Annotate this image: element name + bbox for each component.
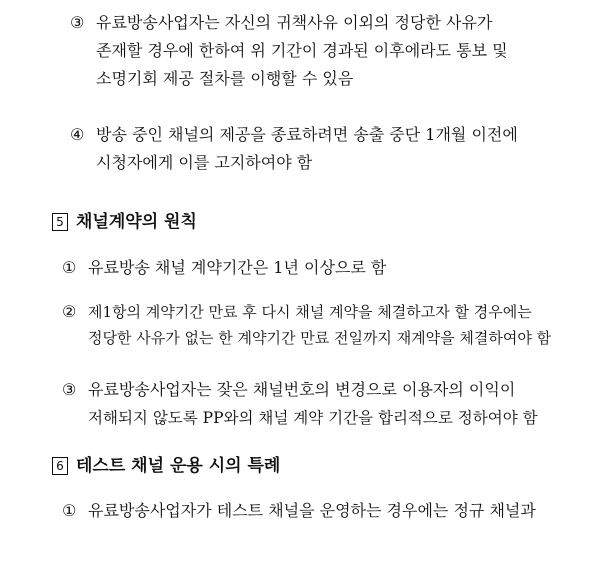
- item-3-number: ③: [70, 13, 85, 32]
- section-5-title: 채널계약의 원칙: [76, 212, 197, 232]
- item-4-number: ④: [70, 125, 85, 144]
- s5-item-3-number: ③: [62, 380, 77, 399]
- s6-item-1-line-1: 유료방송사업자가 테스트 채널을 운영하는 경우에는 정규 채널과: [88, 501, 536, 520]
- s5-item-2-line-2: 정당한 사유가 없는 한 계약기간 만료 전일까지 재계약을 체결하여야 함: [88, 329, 552, 347]
- item-3-line-3: 소명기회 제공 절차를 이행할 수 있음: [96, 69, 354, 88]
- item-3-line-2: 존재할 경우에 한하여 위 기간이 경과된 이후에라도 통보 및: [96, 41, 508, 60]
- s6-item-1-number: ①: [62, 501, 77, 520]
- section-6-number-box: 6: [52, 457, 68, 475]
- section-6-title: 테스트 채널 운용 시의 특례: [76, 456, 281, 476]
- item-4-line-2: 시청자에게 이를 고지하여야 함: [96, 153, 313, 172]
- s5-item-2-line-1: 제1항의 계약기간 만료 후 다시 채널 계약을 체결하고자 할 경우에는: [88, 303, 532, 321]
- section-5-heading: [52, 211, 197, 233]
- item-4-line-1: 방송 중인 채널의 제공을 종료하려면 송출 중단 1개월 이전에: [96, 125, 518, 144]
- section-6-heading: [52, 455, 280, 477]
- item-3-line-1: 유료방송사업자는 자신의 귀책사유 이외의 정당한 사유가: [96, 13, 493, 32]
- s5-item-1-number: ①: [62, 258, 77, 277]
- section-5-number-box: 5: [52, 213, 68, 231]
- s5-item-3-line-1: 유료방송사업자는 잦은 채널번호의 변경으로 이용자의 이익이: [88, 380, 516, 399]
- s5-item-3-line-2: 저해되지 않도록 PP와의 채널 계약 기간을 합리적으로 정하여야 함: [88, 409, 538, 427]
- s5-item-2-number: ②: [62, 302, 77, 321]
- s5-item-1-line-1: 유료방송 채널 계약기간은 1년 이상으로 함: [88, 258, 387, 277]
